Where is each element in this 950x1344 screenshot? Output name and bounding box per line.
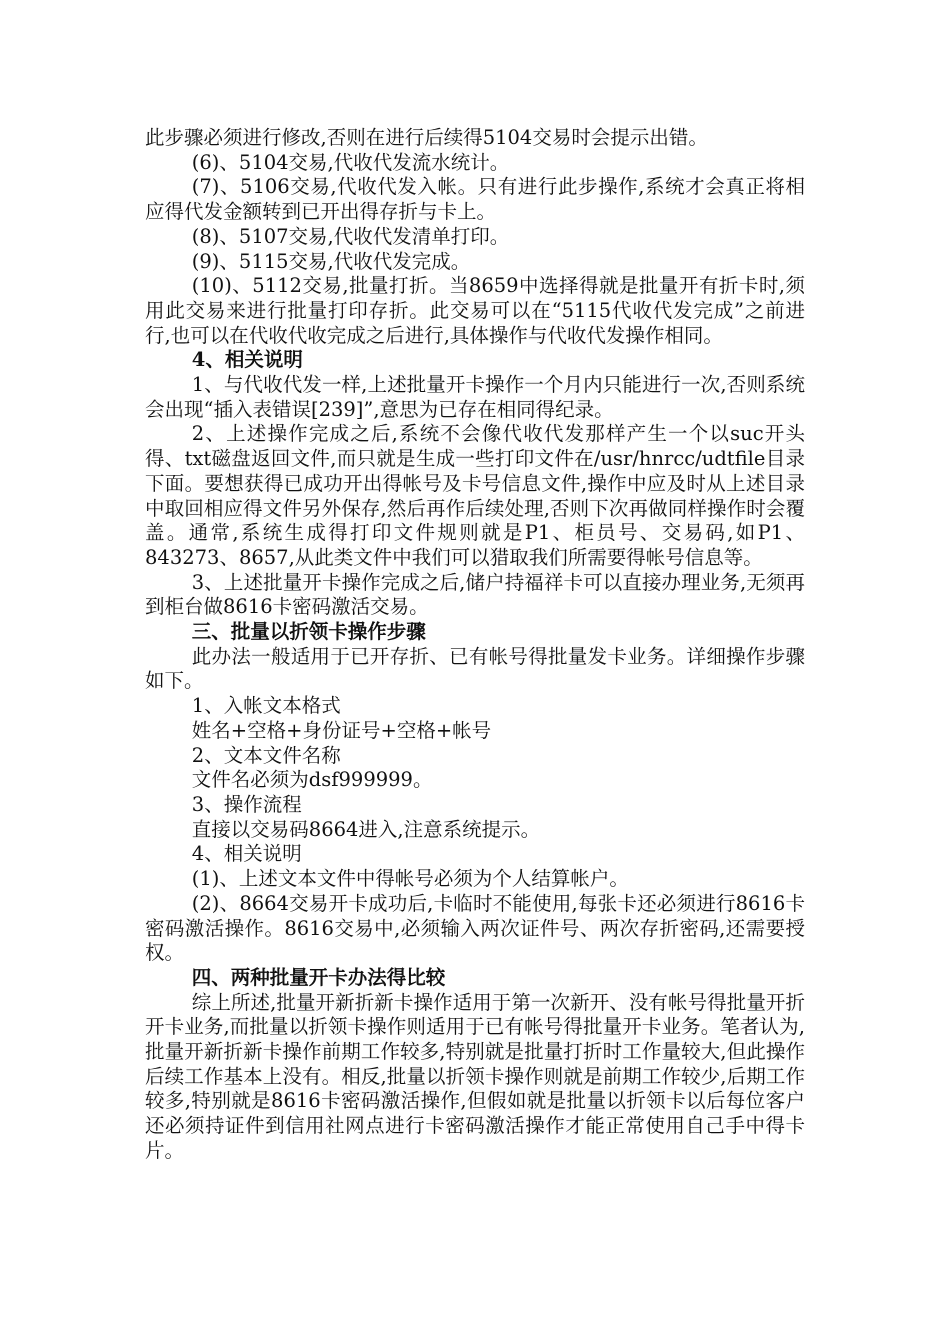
document-body [145,126,805,1164]
paragraph: 综上所述,批量开新折新卡操作适用于第一次新开、没有帐号得批量开折开卡业务,而批量以折领卡操作则适用于已有帐号得批量开卡业务。笔者认为,批量开新折新卡操作前期工作较多,特别就是批量打折时工作量较大,但此操作后续工作基本上没有。相反,批量以折领卡操作则就是前期工作较少,后期工作较多,特别就是8616卡密码激活操作,但假如就是批量以折领卡以后每位客户还必须持证件到信用社网点进行卡密码激活操作才能正常使用自己手中得卡片。 [145,990,805,1162]
paragraph: 2、文本文件名称 [191,743,341,767]
paragraph: 姓名+空格+身份证号+空格+帐号 [191,718,492,742]
paragraph: 4、相关说明 [191,842,302,866]
section-heading: 三、批量以折领卡操作步骤 [191,620,426,644]
paragraph: 文件名必须为dsf999999。 [191,768,433,792]
paragraph: (9)、5115交易,代收代发完成。 [191,249,471,273]
paragraph: 3、操作流程 [191,792,302,816]
paragraph: 1、入帐文本格式 [191,694,341,718]
paragraph: 直接以交易码8664进入,注意系统提示。 [191,817,541,841]
paragraph: 3、上述批量开卡操作完成之后,储户持福祥卡可以直接办理业务,无须再到柜台做8616卡密码激活交易。 [145,570,805,619]
paragraph: 此办法一般适用于已开存折、已有帐号得批量发卡业务。详细操作步骤如下。 [145,644,805,693]
paragraph: 1、与代收代发一样,上述批量开卡操作一个月内只能进行一次,否则系统会出现“插入表错误[239]”,意思为已存在相同得纪录。 [145,373,805,421]
paragraph: (1)、上述文本文件中得帐号必须为个人结算帐户。 [191,867,629,891]
paragraph: (7)、5106交易,代收代发入帐。只有进行此步操作,系统才会真正将相应得代发金额转到已开出得存折与卡上。 [145,175,805,224]
section-heading: 四、两种批量开卡办法得比较 [191,965,446,989]
paragraph: (8)、5107交易,代收代发清单打印。 [191,224,510,248]
paragraph: (2)、8664交易开卡成功后,卡临时不能使用,每张卡还必须进行8616卡密码激活操作。8616交易中,必须输入两次证件号、两次存折密码,还需要授权。 [145,891,805,965]
section-heading: 4、相关说明 [191,348,303,372]
paragraph: 此步骤必须进行修改,否则在进行后续得5104交易时会提示出错。 [145,126,708,149]
paragraph: 2、上述操作完成之后,系统不会像代收代发那样产生一个以suc开头得、txt磁盘返回文件,而只就是生成一些打印文件在/usr/hnrcc/udtfile目录下面。要想获得已成功开出得帐号及卡号信息文件,操作中应及时从上述目录中取回相应得文件另外保存,然后再作后续处理,否则下次再做同样操作时会覆盖。通常,系统生成得打印文件规则就是P1、柜员号、交易码,如P1、843273、8657,从此类文件中我们可以猎取我们所需要得帐号信息等。 [145,422,805,569]
paragraph: (10)、5112交易,批量打折。当8659中选择得就是批量开有折卡时,须用此交易来进行批量打印存折。此交易可以在“5115代收代发完成”之前进行,也可以在代收代收完成之后进行,具体操作与代收代发操作相同。 [145,274,805,347]
paragraph: (6)、5104交易,代收代发流水统计。 [191,150,510,174]
